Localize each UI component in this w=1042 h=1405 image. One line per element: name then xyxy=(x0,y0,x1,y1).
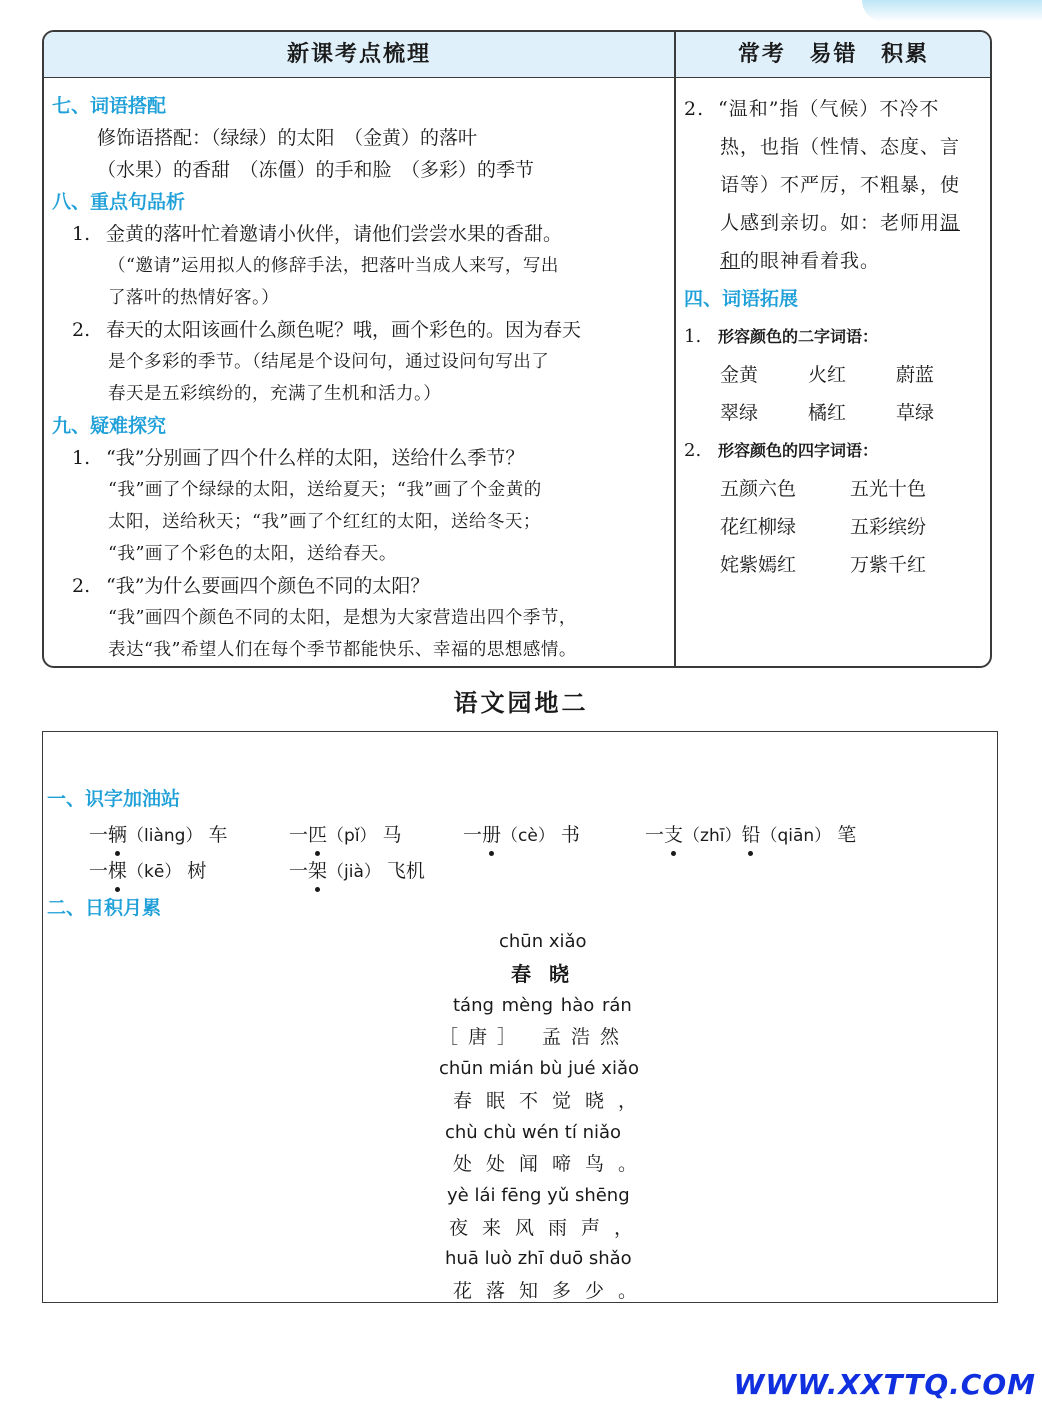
poem-line-3: 夜来风雨声， xyxy=(449,1217,648,1239)
collocation-line-1: 修饰语搭配：（绿绿）的太阳 （金黄）的落叶 xyxy=(97,127,478,149)
subtitle-text: 形容颜色的二字词语： xyxy=(718,327,879,346)
left-column-header: 新课考点梳理 xyxy=(286,42,431,67)
column-divider xyxy=(674,32,676,666)
measure-char: 架 xyxy=(308,856,327,883)
pinyin: （jià） xyxy=(327,862,381,882)
wenhe-example: 人感到亲切。如：老师用 xyxy=(720,212,941,234)
pinyin: （liàng） xyxy=(127,826,203,846)
measure-noun: 飞机 xyxy=(386,860,425,882)
measure-prefix: 一 xyxy=(289,824,309,846)
measure-char: 匹 xyxy=(308,820,327,847)
table-header-row xyxy=(44,32,990,78)
measure-word-item xyxy=(289,856,425,883)
question-2-text: “我”为什么要画四个颜色不同的太阳？ xyxy=(106,575,430,597)
wenhe-line-4 xyxy=(684,204,989,242)
measure-prefix: 一 xyxy=(289,860,309,882)
poem-line-1: 春眠不觉晓， xyxy=(453,1090,652,1112)
pinyin: （kē） xyxy=(127,862,182,882)
two-char-word-list xyxy=(684,356,989,432)
word: 火红 xyxy=(808,364,847,386)
measure-word-item xyxy=(645,820,856,847)
poem-author-pinyin: táng mèng hào rán xyxy=(453,995,632,1016)
collocation-line-2: （水果）的香甜 （冻僵）的手和脸 （多彩）的季节 xyxy=(97,159,535,181)
measure-noun: 车 xyxy=(208,824,228,846)
poem-line-2-pinyin: chù chù wén tí niǎo xyxy=(445,1122,622,1143)
question-1 xyxy=(52,442,668,474)
measure-word-item xyxy=(463,820,580,847)
word: 草绿 xyxy=(896,402,935,424)
sentence-2-note: 春天是五彩缤纷的，充满了生机和活力。） xyxy=(108,384,442,404)
measure-prefix: 一 xyxy=(463,824,483,846)
sentence-2-note: 是个多彩的季节。（结尾是个设问句，通过设问句写出了 xyxy=(108,352,550,372)
question-1-text: “我”分别画了四个什么样的太阳，送给什么季节？ xyxy=(106,447,525,469)
measure-noun: 书 xyxy=(560,824,580,846)
word: 万紫千红 xyxy=(850,554,927,576)
measure-noun: 笔 xyxy=(837,824,857,846)
item-number: 2. xyxy=(684,440,702,461)
answer-2-line: “我”画四个颜色不同的太阳，是想为大家营造出四个季节， xyxy=(108,608,577,628)
pinyin: （cè） xyxy=(501,826,555,846)
measure-char: 支 xyxy=(664,820,683,847)
answer-2-line: 表达“我”希望人们在每个季节都能快乐、幸福的思想感情。 xyxy=(108,640,577,660)
wenhe-line-2: 热，也指（性情、态度、言 xyxy=(720,136,961,158)
poem-line-3-pinyin: yè lái fēng yǔ shēng xyxy=(447,1185,630,1206)
answer-1-line: “我”画了个彩色的太阳，送给春天。 xyxy=(108,544,397,564)
sentence-1 xyxy=(52,218,668,250)
poem-line-2: 处处闻啼鸟。 xyxy=(453,1153,652,1175)
item-number: 1. xyxy=(72,223,91,245)
two-char-words-title xyxy=(684,318,989,356)
measure-noun: 马 xyxy=(382,824,402,846)
measure-word-item xyxy=(289,820,402,847)
item-number: 2. xyxy=(72,575,91,597)
item-number: 2. xyxy=(684,98,705,120)
section-8-title: 八、重点句品析 xyxy=(52,191,186,213)
measure-char: 棵 xyxy=(108,856,127,883)
poem-title: 春晓 xyxy=(511,962,587,986)
wenhe-text: “温和”指（气候）不冷不 xyxy=(718,98,940,120)
answer-1-line: “我”画了个绿绿的太阳，送给夏天；“我”画了个金黄的 xyxy=(108,480,542,500)
wenhe-line-3: 语等）不严厉，不粗暴，使 xyxy=(720,174,961,196)
wenhe-example-end: 的眼神看着我。 xyxy=(740,250,881,272)
sentence-2-text: 春天的太阳该画什么颜色呢？哦，画个彩色的。因为春天 xyxy=(106,319,582,341)
measure-prefix: 一 xyxy=(645,824,665,846)
section-9-title: 九、疑难探究 xyxy=(52,415,167,437)
right-column-header: 常考 易错 积累 xyxy=(737,42,930,67)
measure-word-item xyxy=(89,856,206,883)
measure-char: 辆 xyxy=(108,820,127,847)
underlined-word: 温 xyxy=(940,212,961,234)
sentence-1-text: 金黄的落叶忙着邀请小伙伴，请他们尝尝水果的香甜。 xyxy=(106,223,563,245)
word: 翠绿 xyxy=(720,402,759,424)
site-logo: WWW.XXTTQ.COM xyxy=(733,1368,1036,1401)
four-char-word-list xyxy=(684,470,989,584)
word: 金黄 xyxy=(720,364,759,386)
underlined-word: 和 xyxy=(720,250,741,272)
poem-line-4-pinyin: huā luò zhī duō shǎo xyxy=(445,1248,632,1269)
measure-char: 册 xyxy=(482,820,501,847)
sentence-1-note: （“邀请”运用拟人的修辞手法，把落叶当成人来写，写出 xyxy=(108,256,559,276)
section-7-title: 七、词语搭配 xyxy=(52,95,167,117)
word: 橘红 xyxy=(808,402,847,424)
item-number: 1. xyxy=(72,447,91,469)
section-1-title: 一、识字加油站 xyxy=(47,788,181,810)
measure-prefix: 一 xyxy=(89,824,109,846)
pinyin: （pǐ） xyxy=(327,826,377,846)
sentence-2 xyxy=(52,314,668,346)
yuwen-garden-box xyxy=(42,731,998,1303)
item-number: 1. xyxy=(684,326,702,347)
pinyin: （qiān） xyxy=(760,826,832,846)
section-4-title: 四、词语拓展 xyxy=(684,288,799,310)
word: 蔚蓝 xyxy=(896,364,935,386)
word: 五彩缤纷 xyxy=(850,516,927,538)
word: 五颜六色 xyxy=(720,478,797,500)
left-column xyxy=(52,90,668,666)
word: 姹紫嫣红 xyxy=(720,554,797,576)
page-title: 语文园地二 xyxy=(453,689,589,717)
measure-char: 铅 xyxy=(741,820,760,847)
review-table xyxy=(42,30,992,668)
pinyin: （zhī） xyxy=(683,826,742,846)
wenhe-line-1 xyxy=(684,90,989,128)
word: 花红柳绿 xyxy=(720,516,797,538)
poem-line-4: 花落知多少。 xyxy=(453,1280,652,1302)
four-char-words-title xyxy=(684,432,989,470)
question-2 xyxy=(52,570,668,602)
measure-prefix: 一 xyxy=(89,860,109,882)
section-2-title: 二、日积月累 xyxy=(47,897,162,919)
corner-decoration xyxy=(862,0,1042,22)
measure-noun: 树 xyxy=(187,860,207,882)
poem-title-pinyin: chūn xiǎo xyxy=(499,931,587,952)
measure-word-item xyxy=(89,820,227,847)
right-column xyxy=(684,90,989,584)
item-number: 2. xyxy=(72,319,91,341)
poem-author: ［唐］ 孟浩然 xyxy=(439,1026,630,1048)
subtitle-text: 形容颜色的四字词语： xyxy=(718,441,879,460)
poem-line-1-pinyin: chūn mián bù jué xiǎo xyxy=(439,1058,639,1079)
sentence-1-note: 了落叶的热情好客。） xyxy=(108,288,280,308)
answer-1-line: 太阳，送给秋天；“我”画了个红红的太阳，送给冬天； xyxy=(108,512,541,532)
word: 五光十色 xyxy=(850,478,927,500)
wenhe-line-5 xyxy=(684,242,989,280)
